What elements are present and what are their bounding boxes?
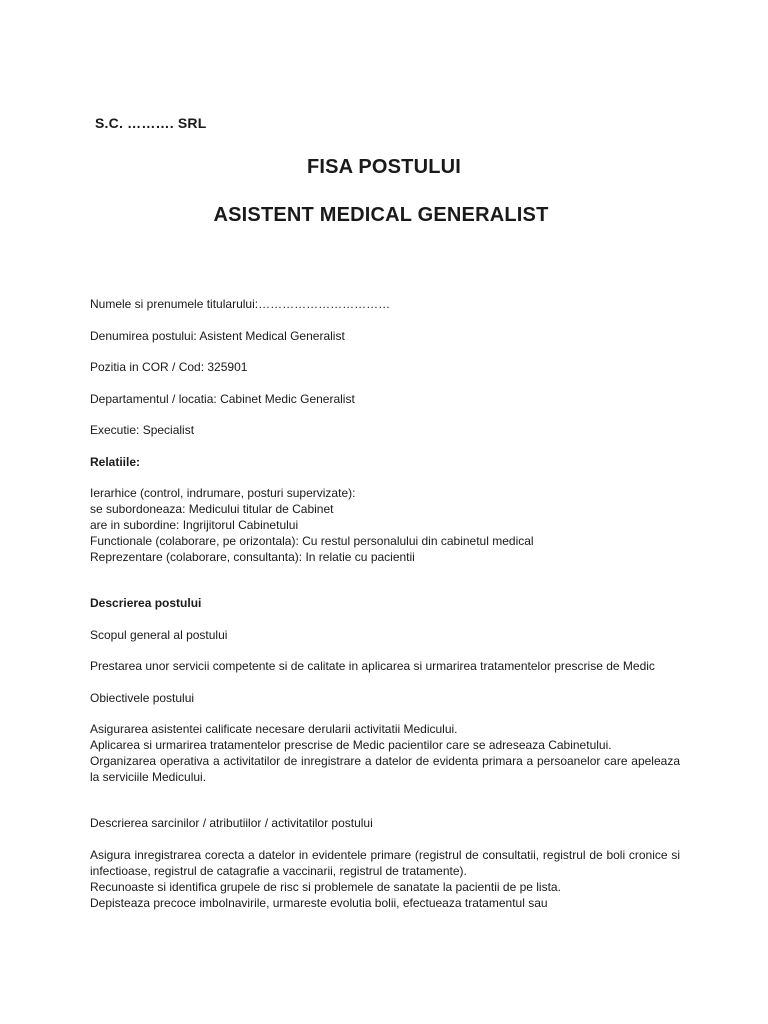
relations-line: Reprezentare (colaborare, consultanta): In relatie cu pacientii — [90, 550, 415, 564]
task-item: Depisteaza precoce imbolnavirile, urmareste evolutia bolii, efectueaza tratamentul sau — [90, 895, 548, 910]
relations-line: Ierarhice (control, indrumare, posturi supervizate): — [90, 486, 356, 500]
document-subtitle: ASISTENT MEDICAL GENERALIST — [213, 204, 549, 226]
purpose-text: Prestarea unor servicii competente si de calitate in aplicarea si urmarirea tratamentelor prescrise de Medic — [90, 659, 655, 673]
field-holder-name: Numele si prenumele titularului:…………………………… — [90, 297, 391, 311]
description-heading: Descrierea postului — [90, 596, 202, 610]
field-department: Departamentul / locatia: Cabinet Medic Generalist — [90, 391, 355, 406]
objective-item: Asigurarea asistentei calificate necesare derularii activitatii Medicului. — [90, 722, 458, 736]
field-execution: Executie: Specialist — [90, 423, 195, 437]
relations-line: are in subordine: Ingrijitorul Cabinetului — [90, 518, 299, 532]
document-body — [90, 296, 680, 911]
field-cor-code: Pozitia in COR / Cod: 325901 — [90, 360, 248, 374]
relations-heading: Relatiile: — [90, 454, 141, 469]
task-item: Recunoaste si identifica grupele de risc si problemele de sanatate la pacientii de pe lista. — [90, 879, 561, 894]
tasks-heading: Descrierea sarcinilor / atributiilor / activitatilor postului — [90, 816, 373, 830]
relations-line: se subordoneaza: Medicului titular de Cabinet — [90, 502, 334, 516]
company-name: S.C. ………. SRL — [95, 115, 207, 131]
tasks-list — [90, 847, 680, 911]
relations-line: Functionale (colaborare, pe orizontala): Cu restul personalului din cabinetul medical — [90, 534, 534, 548]
task-item: Asigura inregistrarea corecta a datelor in evidentele primare (registrul de consultatii, registrul de boli cronice si infectioase, registrul de catagrafie a vaccinarii, registrul de tratamente). — [90, 847, 680, 878]
objective-item: Organizarea operativa a activitatilor de inregistrare a datelor de evidenta primara a persoanelor care apeleaza la serviciile Medicului. — [90, 754, 680, 784]
objectives-heading: Obiectivele postului — [90, 690, 195, 705]
field-position-name: Denumirea postului: Asistent Medical Generalist — [90, 328, 345, 343]
relations-list — [90, 485, 680, 565]
purpose-heading: Scopul general al postului — [90, 627, 228, 642]
objective-item: Aplicarea si urmarirea tratamentelor prescrise de Medic pacientilor care se adreseaza Cabinetului. — [90, 738, 612, 752]
objectives-list — [90, 721, 680, 785]
document-title: FISA POSTULUI — [306, 156, 462, 178]
